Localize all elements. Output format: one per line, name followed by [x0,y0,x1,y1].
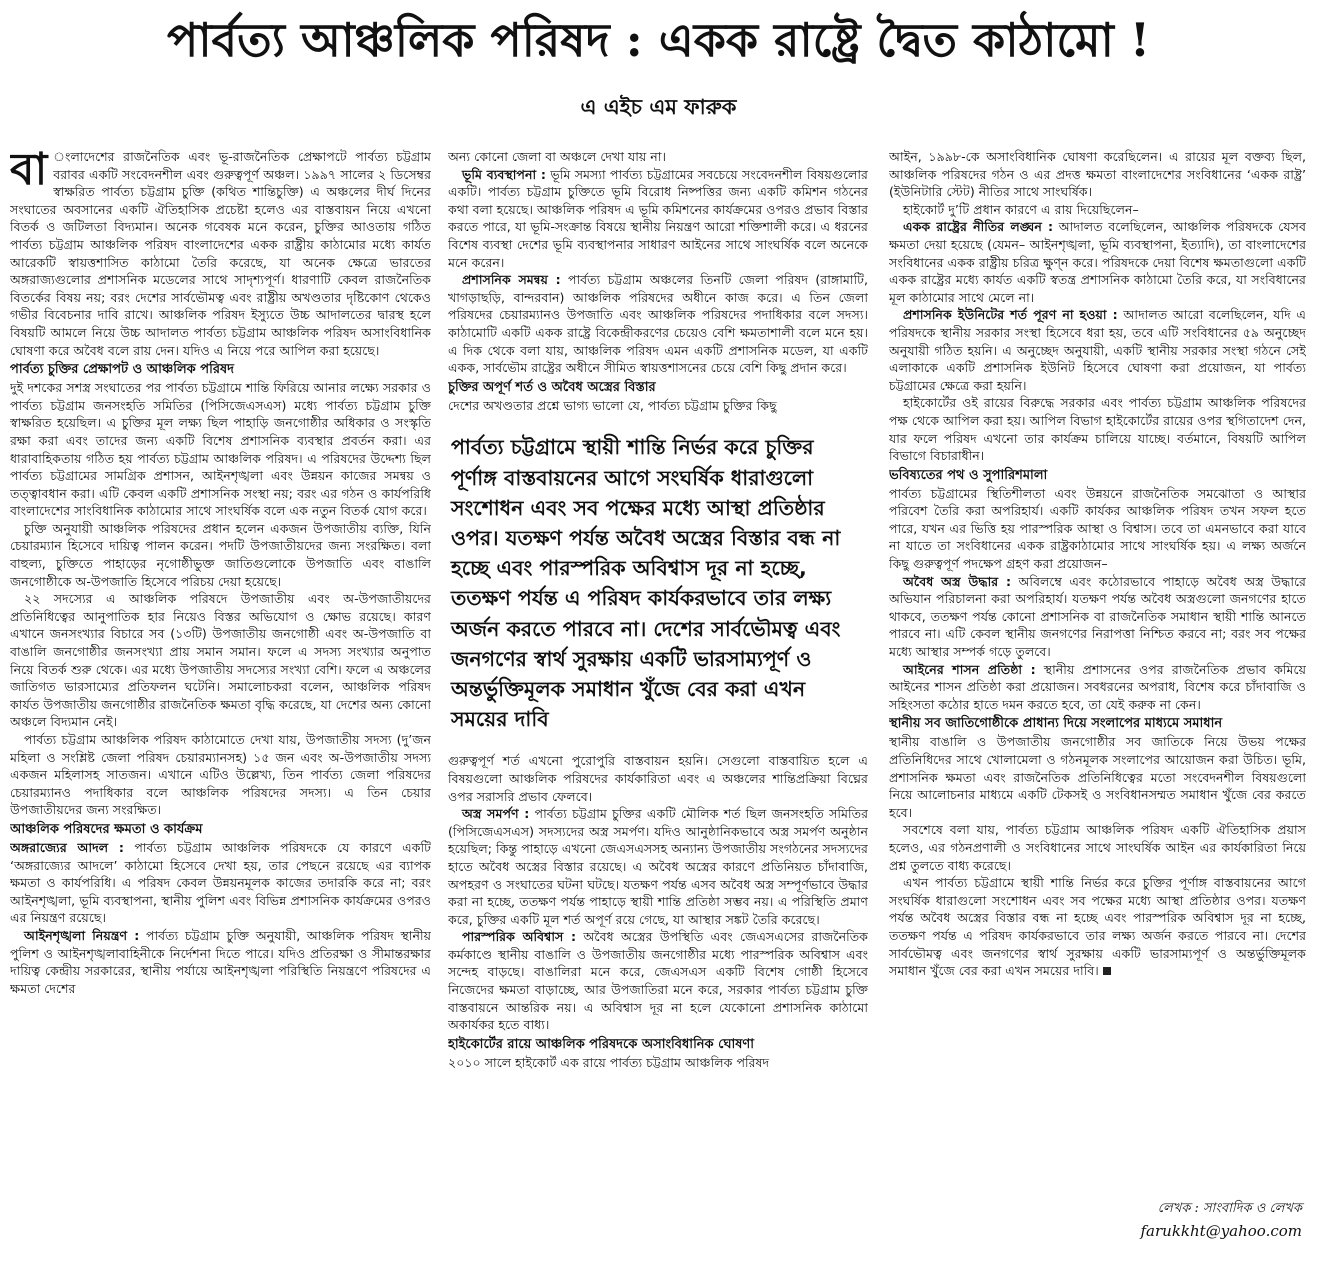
paragraph [10,927,431,997]
paragraph [889,573,1306,661]
paragraph: ২২ সদস্যের এ আঞ্চলিক পরিষদে উপজাতীয় এবং অ-উপজাতীয়দের প্রতিনিধিত্বের আনুপাতিক হার নিয়েও বিস্তর অভিযোগ ও ক্ষোভ রয়েছে। কারণ এখানে জনসংখ্যার বিচারে সব (১৩টি) উপজাতীয় জনগোষ্ঠী এবং অ-উপজাতি বা বাঙালি জনগোষ্ঠীর জনসংখ্যা প্রায় সমান সমান। ফলে এ সদস্য সংখ্যার অনুপাত নিয়ে বিতর্ক শুরু থেকে। এর মধ্যে উপজাতীয় সদস্যের সংখ্যা বেশি। ফলে এ অঞ্চলের জাতিগত ভারসাম্যের প্রতিফলন ঘটেনি। সমালোচকরা বলেন, আঞ্চলিক পরিষদ কার্যত উপজাতীয় জনগোষ্ঠীর রাজনৈতিক ক্ষমতা বৃদ্ধি করেছে, যা দেশের অন্য কোনো অঞ্চলে বিদ্যমান নেই। [10,591,431,730]
paragraph-lead: প্রশাসনিক সমন্বয় : [462,272,561,288]
paragraph-lead: ভূমি ব্যবস্থাপনা : [462,166,546,182]
paragraph [448,805,868,928]
lead-paragraph [10,148,431,359]
paragraph-lead: আইনের শাসন প্রতিষ্ঠা : [903,661,1036,677]
author-byline: এ এইচ এম ফারুক [580,95,737,119]
paragraph-lead: পারস্পরিক অবিশ্বাস : [462,929,577,945]
paragraph-body: স্থানীয় প্রশাসনের ওপর রাজনৈতিক প্রভাব কমিয়ে আইনের শাসন প্রতিষ্ঠা করা প্রয়োজন। সবধরনের অপরাধ, বিশেষ করে চাঁদাবাজি ও সহিংসতা কঠোর হাতে দমন করতে হবে, তা যেই করুক না কেন। [889,661,1306,712]
paragraph-lead: আইনশৃঙ্খলা নিয়ন্ত্রণ : [24,927,140,943]
paragraph-body: পার্বত্য চট্টগ্রাম আঞ্চলিক পরিষদকে যে কারণে একটি ‘অঙ্গরাজ্যের আদলে’ কাঠামো হিসেবে দেখা হয়, তার পেছনে রয়েছে এর ব্যাপক ক্ষমতা ও কার্যপরিধি। এ পরিষদ কেবল উন্নয়নমূলক কাজের তদারকি করে না; বরং আইনশৃঙ্খলা, ভূমি ব্যবস্থাপনা, স্থানীয় পুলিশ এবং বিভিন্ন প্রশাসনিক কার্যক্রমের ওপরও এর নিয়ন্ত্রণ রয়েছে। [10,839,431,926]
paragraph-lead: অঙ্গরাজ্যের আদল : [10,839,124,855]
paragraph [889,874,1306,980]
pull-quote: পার্বত্য চট্টগ্রামে স্থায়ী শান্তি নির্ভর করে চুক্তির পূর্ণাঙ্গ বাস্তবায়নের আগে সংঘর্ষিক ধারাগুলো সংশোধন এবং সব পক্ষের মধ্যে আস্থা প্রতিষ্ঠার ওপর। যতক্ষণ পর্যন্ত অবৈধ অস্ত্রের বিস্তার বন্ধ না হচ্ছে এবং পারস্পরিক অবিশ্বাস দূর না হচ্ছে, ততক্ষণ পর্যন্ত এ পরিষদ কার্যকরভাবে তার লক্ষ্য অর্জন করতে পারবে না। দেশের সার্বভৌমত্ব এবং জনগণের স্বার্থ সুরক্ষায় একটি ভারসাম্যপূর্ণ ও অন্তর্ভুক্তিমূলক সমাধান খুঁজে বের করা এখন সময়ের দাবি [448,428,862,738]
section-heading: আঞ্চলিক পরিষদের ক্ষমতা ও কার্যক্রম [10,821,203,837]
author-email: farukkht@yahoo.com [1140,1222,1302,1240]
section-heading: ভবিষ্যতের পথ ও সুপারিশমালা [889,467,1048,483]
article-column-3 [889,148,1306,1228]
section-heading: হাইকোর্টের রায়ে আঞ্চলিক পরিষদকে অসাংবিধানিক ঘোষণা [448,1036,755,1052]
paragraph: হাইকোর্ট দু’টি প্রধান কারণে এ রায় দিয়েছিলেন– [903,201,1139,217]
paragraph-lead: প্রশাসনিক ইউনিটের শর্ত পূরণ না হওয়া : [903,307,1118,323]
drop-cap: বা [10,148,48,195]
paragraph-body: আদালত আরো বলেছিলেন, যদি এ পরিষদকে স্থানীয় সরকার সংস্থা হিসেবে ধরা হয়, তবে এটি সংবিধানের ৫৯ অনুচ্ছেদ অনুযায়ী গঠিত হয়নি। এ অনুচ্ছেদ অনুযায়ী, একটি স্থানীয় সরকার সংস্থা গঠনে সেই এলাকাকে একটি প্রশাসনিক ইউনিট হিসেবে ঘোষণা করা প্রয়োজন, যা পার্বত্য চট্টগ্রামের ক্ষেত্রে করা হয়নি। [889,307,1306,393]
section-heading: স্থানীয় সব জাতিগোষ্ঠীকে প্রাধান্য দিয়ে সংলাপের মাধ্যমে সমাধান [889,716,1223,732]
headline: পার্বত্য আঞ্চলিক পরিষদ : একক রাষ্ট্রে দ্বৈত কাঠামো ! [166,13,1151,67]
article-column-1 [10,148,431,1230]
paragraph-body: অবৈধ অস্ত্রের উপস্থিতি এবং জেএসএসের রাজনৈতিক কর্মকাণ্ডে স্থানীয় বাঙালি ও উপজাতীয় জনগোষ্ঠীর মধ্যে পারস্পরিক অবিশ্বাস এবং সন্দেহ বাড়ছে। বাঙালিরা মনে করে, জেএসএস একটি বিশেষ গোষ্ঠী হিসেবে নিজেদের ক্ষমতা বাড়াচ্ছে, আর উপজাতিরা মনে করে, সরকার পার্বত্য চট্টগ্রাম চুক্তি বাস্তবায়নে আন্তরিক নয়। এ অবিশ্বাস দূর না হলে যেকোনো প্রশাসনিক কাঠামো অকার্যকর হতে বাধ্য। [448,929,868,1033]
paragraph: হাইকোর্টের ওই রায়ের বিরুদ্ধে সরকার এবং পার্বত্য চট্টগ্রাম আঞ্চলিক পরিষদের পক্ষ থেকে আপিল করা হয়। আপিল বিভাগ হাইকোর্টের রায়ের ওপর স্থগিতাদেশ দেন, যার ফলে পরিষদ এখনো তার কার্যক্রম চালিয়ে যাচ্ছে। বর্তমানে, বিষয়টি আপিল বিভাগে বিচারাধীন। [889,395,1306,464]
paragraph [448,271,868,377]
author-role: লেখক : সাংবাদিক ও লেখক [1157,1201,1302,1216]
end-mark-icon [1103,967,1111,975]
paragraph [889,661,1306,714]
paragraph: দুই দশকের সশস্ত্র সংঘাতের পর পার্বত্য চট্টগ্রামে শান্তি ফিরিয়ে আনার লক্ষ্যে সরকার ও পার্বত্য চট্টগ্রাম জনসংহতি সমিতির (পিসিজেএসএস) মধ্যে পার্বত্য চট্টগ্রাম চুক্তি স্বাক্ষরিত হয়েছিল। এ চুক্তির মূল লক্ষ্য ছিল পাহাড়ি জনগোষ্ঠীর অধিকার ও সংস্কৃতি রক্ষা করা এবং তাদের জন্য একটি বিশেষ প্রশাসনিক ব্যবস্থার প্রবর্তন করা। এর ধারাবাহিকতায় গঠিত হয় পার্বত্য চট্টগ্রাম আঞ্চলিক পরিষদ। এ পরিষদের উদ্দেশ্য ছিল পার্বত্য চট্টগ্রামের সামগ্রিক প্রশাসন, আইনশৃঙ্খলা এবং উন্নয়ন কাজের সমন্বয় ও তত্ত্বাবধান করা। এটি কেবল একটি প্রশাসনিক সংস্থা নয়; বরং এর গঠন ও কার্যপরিধি বাংলাদেশের সাংবিধানিক কাঠামোর সাথে সাংঘর্ষিক বলে এক নতুন বিতর্ক যোগ করে। [10,380,431,519]
paragraph: পার্বত্য চট্টগ্রাম আঞ্চলিক পরিষদ কাঠামোতে দেখা যায়, উপজাতীয় সদস্য (দু’জন মহিলা ও সংশ্লিষ্ট জেলা পরিষদ চেয়ারম্যানসহ) ১৫ জন এবং অ-উপজাতীয় সদস্য একজন মহিলাসহ সাতজন। এখানে এটিও উল্লেখ্য, তিন পার্বত্য জেলা পরিষদের চেয়ারম্যানও পদাধিকার বলে আঞ্চলিক পরিষদের সদস্য। এ তিন চেয়ার উপজাতীয়দের জন্য সংরক্ষিত। [10,732,431,818]
paragraph: ২০১০ সালে হাইকোর্ট এক রায়ে পার্বত্য চট্টগ্রাম আঞ্চলিক পরিষদ [448,1054,770,1070]
paragraph: স্থানীয় বাঙালি ও উপজাতীয় জনগোষ্ঠীর সব জাতিকে নিয়ে উভয় পক্ষের প্রতিনিধিদের সাথে খোলামেলা ও গঠনমূলক সংলাপের আয়োজন করা উচিত। ভূমি, প্রশাসনিক ক্ষমতা এবং রাজনৈতিক প্রতিনিধিত্বের মতো সংবেদনশীল বিষয়গুলো নিয়ে আলোচনার মাধ্যমে একটি টেকসই ও সংবিধানসম্মত সমাধান খুঁজে বের করতে হবে। [889,734,1306,820]
paragraph: গুরুত্বপূর্ণ শর্ত এখনো পুরোপুরি বাস্তবায়ন হয়নি। সেগুলো বাস্তবায়িত হলে এ বিষয়গুলো আঞ্চলিক পরিষদের কার্যকারিতা এবং এ অঞ্চলের শান্তিপ্রক্রিয়া বিঘ্নের ওপর সরাসরি প্রভাব ফেলবে। [448,753,868,804]
paragraph-body: আদালত বলেছিলেন, আঞ্চলিক পরিষদকে যেসব ক্ষমতা দেয়া হয়েছে (যেমন– আইনশৃঙ্খলা, ভূমি ব্যবস্থাপনা, ইত্যাদি), তা বাংলাদেশের সংবিধানের একক রাষ্ট্রীয় চরিত্র ক্ষুণ্ন করে। পরিষদকে দেয়া বিশেষ ক্ষমতাগুলো একটি একক রাষ্ট্রের মধ্যে কার্যত একটি স্বতন্ত্র প্রশাসনিক কাঠামো তৈরি করে, যা সংবিধানের মূল কাঠামোর সাথে মেলে না। [889,219,1306,305]
paragraph-lead: একক রাষ্ট্রের নীতির লঙ্ঘন : [903,219,1054,235]
paragraph-lead: অস্ত্র সমর্পণ : [462,806,530,822]
author-credits [889,1198,1302,1242]
paragraph-body: পার্বত্য চট্টগ্রাম চুক্তি অনুযায়ী, আঞ্চলিক পরিষদ স্থানীয় পুলিশ ও আইনশৃঙ্খলাবাহিনীকে নির্দেশনা দিতে পারে। যদিও প্রতিরক্ষা ও সীমান্তরক্ষার দায়িত্ব কেন্দ্রীয় সরকারের, স্থানীয় পর্যায়ে আইনশৃঙ্খলা পরিস্থিতি নিয়ন্ত্রণে পরিষদের এ ক্ষমতা দেশের [10,927,431,996]
paragraph-body: ভূমি সমস্যা পার্বত্য চট্টগ্রামের সবচেয়ে সংবেদনশীল বিষয়গুলোর একটি। পার্বত্য চট্টগ্রাম চুক্তিতে ভূমি বিরোধ নিষ্পত্তির জন্য একটি কমিশন গঠনের কথা বলা হয়েছে। আঞ্চলিক পরিষদ এ ভূমি কমিশনের কার্যক্রমের ওপরও প্রভাব বিস্তার করতে পারে, যা ভূমি-সংক্রান্ত বিষয়ে স্থানীয় নিয়ন্ত্রণ আরো শক্তিশালী করে। এ ধরনের বিশেষ ব্যবস্থা দেশের ভূমি ব্যবস্থাপনার সাধারণ আইনের সাথে সাংঘর্ষিক বলে অনেকে মনে করেন। [448,166,868,270]
section-heading: পার্বত্য চুক্তির প্রেক্ষাপট ও আঞ্চলিক পরিষদ [10,362,234,378]
article-column-2 [448,148,868,1248]
paragraph-body: অবিলম্বে এবং কঠোরভাবে পাহাড়ে অবৈধ অস্ত্র উদ্ধারে অভিযান পরিচালনা করা অপরিহার্য। যতক্ষণ পর্যন্ত অবৈধ অস্ত্রগুলো জনগণের হাতে থাকবে, ততক্ষণ পর্যন্ত কোনো প্রশাসনিক বা রাজনৈতিক সমাধান স্থায়ী শান্তি আনতে পারবে না। এটি কেবল স্থানীয় জনগণের নিরাপত্তা নিশ্চিত করবে না; বরং সব পক্ষের মধ্যে আস্থার সম্পর্ক গড়ে তুলবে। [889,573,1306,660]
paragraph [448,928,868,1034]
paragraph-body: পার্বত্য চট্টগ্রাম অঞ্চলের তিনটি জেলা পরিষদ (রাঙ্গামাটি, খাগড়াছড়ি, বান্দরবান) আঞ্চলিক পরিষদের অধীনে কাজ করে। এ তিন জেলা পরিষদের চেয়ারম্যানও উপজাতি এবং আঞ্চলিক পরিষদের পদাধিকার বলে সদস্য। কাঠামোটি একটি একক রাষ্ট্রে বিকেন্দ্রীকরণের চেয়েও বেশি ক্ষমতাশালী বলে মনে হয়। এ দিক থেকে বলা যায়, আঞ্চলিক পরিষদ এমন একটি প্রশাসনিক মডেল, যা একটি একক, সার্বভৌম রাষ্ট্রের অধীনে সীমিত স্বায়ত্তশাসনের চেয়ে বেশি কিছু প্রদান করে। [448,272,868,376]
paragraph-lead: অবৈধ অস্ত্র উদ্ধার : [903,573,1012,589]
paragraph [889,306,1306,394]
paragraph [10,839,431,927]
paragraph: পার্বত্য চট্টগ্রামের স্থিতিশীলতা এবং উন্নয়নে রাজনৈতিক সমঝোতা ও আস্থার পরিবেশ তৈরি করা অপরিহার্য। একটি কার্যকর আঞ্চলিক পরিষদ তখন সফল হতে পারে, যখন এর ভিত্তি হয় পারস্পরিক আস্থা ও বিশ্বাস। তবে তা এমনভাবে করা যাবে না যাতে তা সংবিধানের একক রাষ্ট্রকাঠামোর সাথে সাংঘর্ষিক হয়। এ লক্ষ্য অর্জনে কিছু গুরুত্বপূর্ণ পদক্ষেপ গ্রহণ করা প্রয়োজন– [889,485,1306,572]
section-heading: চুক্তির অপূর্ণ শর্ত ও অবৈধ অস্ত্রের বিস্তার [448,379,656,395]
paragraph: সবশেষে বলা যায়, পার্বত্য চট্টগ্রাম আঞ্চলিক পরিষদ একটি ঐতিহাসিক প্রয়াস হলেও, এর গঠনপ্রণালী ও সংবিধানের সাথে সাংঘর্ষিক আইন এর কার্যকারিতা নিয়ে প্রশ্ন তুলতে বাধ্য করেছে। [889,822,1306,873]
paragraph [889,218,1306,306]
paragraph-body: পার্বত্য চট্টগ্রাম চুক্তির একটি মৌলিক শর্ত ছিল জনসংহতি সমিতির (পিসিজেএসএস) সদস্যদের অস্ত্র সমর্পণ। যদিও আনুষ্ঠানিকভাবে অস্ত্র সমর্পণ অনুষ্ঠান হয়েছিল; কিন্তু পাহাড়ে এখনো জেএসএসসহ অন্যান্য উপজাতীয় সংগঠনের সদস্যদের হাতে অবৈধ অস্ত্রের বিস্তার রয়েছে। এ অবৈধ অস্ত্রের কারণে প্রতিনিয়ত চাঁদাবাজি, অপহরণ ও সংঘাতের ঘটনা ঘটছে। যতক্ষণ পর্যন্ত এসব অবৈধ অস্ত্র সম্পূর্ণভাবে উদ্ধার করা না হচ্ছে, ততক্ষণ পর্যন্ত পাহাড়ে স্থায়ী শান্তি প্রতিষ্ঠা সম্ভব নয়। এ পরিস্থিতি প্রমাণ করে, চুক্তির একটি মূল শর্ত অপূর্ণ রয়ে গেছে, যা আস্থার সঙ্কট তৈরি করেছে। [448,806,868,927]
paragraph: চুক্তি অনুযায়ী আঞ্চলিক পরিষদের প্রধান হলেন একজন উপজাতীয় ব্যক্তি, যিনি চেয়ারম্যান হিসেবে দায়িত্ব পালন করেন। পদটি উপজাতীয়দের জন্য সংরক্ষিত। বলা বাহুল্য, চুক্তিতে পাহাড়ের নৃগোষ্ঠীভুক্ত জাতিগুলোকে উপজাতি এবং বাঙালি জনগোষ্ঠীকে অ-উপজাতি হিসেবে পরিচয় দেয়া হয়েছে। [10,520,431,589]
paragraph [448,166,868,272]
paragraph: দেশের অখণ্ডতার প্রশ্নে ভাগ্য ভালো যে, পার্বত্য চট্টগ্রাম চুক্তির কিছু [448,397,777,413]
paragraph: আইন, ১৯৯৮-কে অসাংবিধানিক ঘোষণা করেছিলেন। এ রায়ের মূল বক্তব্য ছিল, আঞ্চলিক পরিষদের গঠন ও এর প্রদত্ত ক্ষমতা বাংলাদেশের সংবিধানের ‘একক রাষ্ট্র’ (ইউনিটারি স্টেট) নীতির সাথে সাংঘর্ষিক। [889,149,1306,200]
paragraph-body: এখন পার্বত্য চট্টগ্রামে স্থায়ী শান্তি নির্ভর করে চুক্তির পূর্ণাঙ্গ বাস্তবায়নের আগে সংঘর্ষিক ধারাগুলো সংশোধন এবং সব পক্ষের মধ্যে আস্থা প্রতিষ্ঠার ওপর। যতক্ষণ পর্যন্ত অবৈধ অস্ত্রের বিস্তার বন্ধ না হচ্ছে এবং পারস্পরিক অবিশ্বাস দূর না হচ্ছে, ততক্ষণ পর্যন্ত এ পরিষদ কার্যকরভাবে তার লক্ষ্য অর্জন করতে পারবে না। দেশের সার্বভৌমত্ব এবং জনগণের স্বার্থ সুরক্ষায় একটি ভারসাম্যপূর্ণ ও অন্তর্ভুক্তিমূলক সমাধান খুঁজে বের করা এখন সময়ের দাবি। [889,875,1306,979]
lead-text: ংলাদেশের রাজনৈতিক এবং ভূ-রাজনৈতিক প্রেক্ষাপটে পার্বত্য চট্টগ্রাম বরাবর একটি সংবেদনশীল এবং গুরুত্বপূর্ণ অঞ্চল। ১৯৯৭ সালের ২ ডিসেম্বর স্বাক্ষরিত পার্বত্য চট্টগ্রাম চুক্তি (কথিত শান্তিচুক্তি) এ অঞ্চলের দীর্ঘ দিনের সংঘাতের অবসানের একটি ঐতিহাসিক প্রচেষ্টা হলেও এর বাস্তবায়ন নিয়ে এখনো বিতর্ক ও জটিলতা বিদ্যমান। অনেক গবেষক মনে করেন, চুক্তির আওতায় গঠিত পার্বত্য চট্টগ্রাম আঞ্চলিক পরিষদ বাংলাদেশের একক রাষ্ট্রীয় কাঠামোর মধ্যে কার্যত আরেকটি স্বায়ত্তশাসিত কাঠামো তৈরি করেছে, যা অনেক ক্ষেত্রে ভারতের অঙ্গরাজ্যগুলোর প্রশাসনিক মডেলের সাথে সাদৃশ্যপূর্ণ। ধারণাটি কেবল রাজনৈতিক বিতর্কের বিষয় নয়; বরং দেশের সার্বভৌমত্ব এবং রাষ্ট্রীয় অখণ্ডতার দৃষ্টিকোণ থেকেও গভীর বিবেচনার দাবি রাখে। আঞ্চলিক পরিষদ ইস্যুতে উচ্চ আদালতের দ্বারস্থ হলে বিষয়টি আমলে নিয়ে উচ্চ আদালত পার্বত্য চট্টগ্রাম আঞ্চলিক পরিষদ অসাংবিধানিক ঘোষণা করে অবৈধ বলে রায় দেন। যদিও এ নিয়ে পরে আপিল করা হয়েছে। [10,149,431,358]
paragraph: অন্য কোনো জেলা বা অঞ্চলে দেখা যায় না। [448,149,666,164]
